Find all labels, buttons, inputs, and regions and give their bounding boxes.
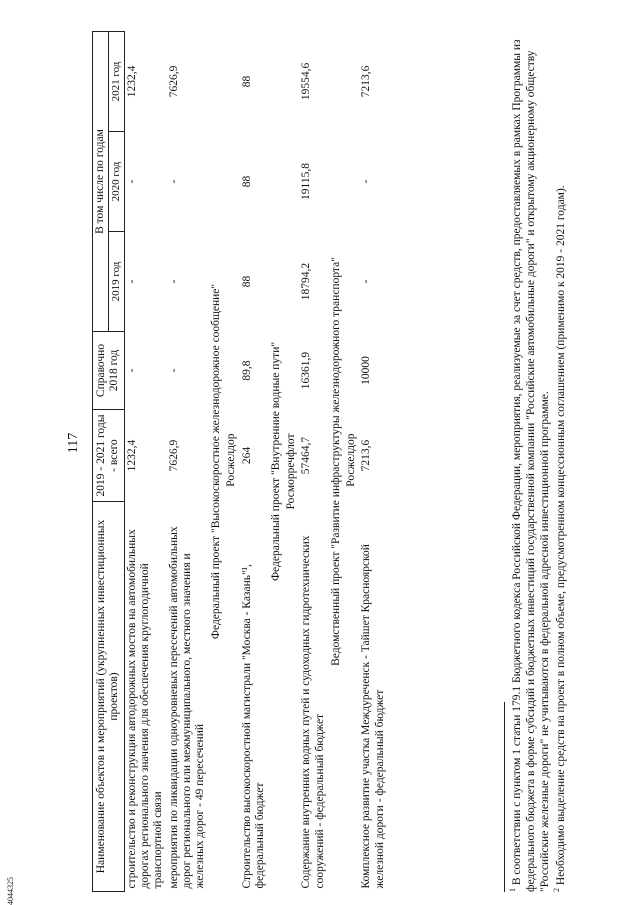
row-2021: 88 — [240, 75, 253, 88]
project-heading-row — [208, 31, 224, 891]
row-2020: 19115,8 — [300, 163, 313, 200]
rotated-page-content — [92, 32, 612, 892]
table-row — [359, 31, 387, 891]
row-2019: - — [167, 279, 180, 284]
row-2019: 88 — [240, 275, 253, 288]
header-total: 2019 - 2021 годы - всего — [93, 410, 125, 502]
row-total: 1232,4 — [125, 439, 138, 472]
footnote-2: $^2$ Необходимо выделение средств на проект в полном объеме, предусмотренном концессионным соглашением (применимо к 2019 - 2021 годам). — [551, 185, 567, 892]
row-name: Комплексное развитие участка Междуреченск - Тайшет Красноярской железной дороги - федеральный бюджет — [360, 544, 386, 889]
executor-row — [284, 31, 299, 891]
header-name: Наименование объектов и мероприятий (укрупненных инвестиционных проектов) — [93, 502, 125, 892]
table-row — [240, 31, 268, 891]
row-ref: 10000 — [360, 356, 373, 385]
table-row — [124, 31, 166, 891]
footnotes — [504, 32, 568, 892]
row-ref: - — [125, 368, 138, 373]
row-2019: 18794,2 — [300, 262, 313, 301]
row-total: 264 — [240, 446, 253, 465]
table-row — [299, 31, 327, 891]
header-2019: 2019 год — [109, 232, 125, 332]
project-heading: Ведомственный проект "Развитие инфраструктуры железнодорожного транспорта" — [329, 257, 342, 666]
footnote-1-text: В соответствии с пунктом 1 статьи 179.1 Бюджетного кодекса Российской Федерации, мероприятия, реализуемые за счет средств, предоставляемых в рамках Программы из федерального бюджета в форме субсидий и бюджетных инвестиций государственной компании "Российские автомобильные дороги" и открытому акционерному обществу "Российские железные дороги" не учитываются в федеральной адресной инвестиционной программе. — [510, 39, 551, 892]
row-total: 7213,6 — [360, 439, 373, 472]
project-heading: Федеральный проект "Внутренние водные пути" — [270, 341, 283, 582]
project-heading-row — [328, 31, 344, 891]
executor-label: Росморречфлот — [285, 433, 298, 510]
row-2019: - — [125, 279, 138, 284]
row-name: мероприятия по ликвидации одноуровневых пересечений автомобильных дорог регионального или межмуниципального, местного значения и железных дорог - 49 пересечений — [167, 526, 206, 889]
header-years-group: В том числе по годам — [93, 31, 109, 331]
footnote-1: $^1$ В соответствии с пунктом 1 статьи 179.1 Бюджетного кодекса Российской Федерации, мероприятия, реализуемые за счет средств, предоставляемых в рамках Программы из федерального бюджета в форме субсидий и бюджетных инвестиций государственной компании "Российские автомобильные дороги" и открытому акционерному обществу "Российские железные дороги" не учитываются в федеральной адресной инвестиционной программе. — [508, 39, 551, 892]
executor-label: Росжелдор — [225, 433, 238, 487]
document-code: 4044325 — [6, 877, 15, 905]
executor-row — [224, 31, 239, 891]
row-total: 57464,7 — [300, 436, 313, 475]
row-2020: 88 — [240, 175, 253, 188]
header-2020: 2020 год — [109, 132, 125, 232]
row-2019: - — [360, 279, 373, 284]
header-ref-2018: Справочно 2018 год — [93, 332, 125, 410]
project-heading-row — [268, 31, 284, 891]
row-name: Строительство высокоскоростной магистрали "Москва - Казань"¹, федеральный бюджет — [240, 564, 266, 889]
header-2021: 2021 год — [109, 31, 125, 131]
page-number: 117 — [66, 432, 81, 454]
investment-table — [92, 31, 388, 892]
row-total: 7626,9 — [167, 439, 180, 472]
row-ref: - — [167, 368, 180, 373]
project-heading: Федеральный проект "Высокоскоростное железнодорожное сообщение" — [210, 283, 223, 640]
row-name: строительство и реконструкция автодорожных мостов на автомобильных дорогах регионального значения для обеспечения круглогодичной транспортной связи — [125, 529, 165, 889]
row-2021: 19554,6 — [300, 62, 313, 101]
footnote-divider — [504, 702, 505, 892]
row-2021: 1232,4 — [125, 65, 138, 98]
row-name: Содержание внутренних водных путей и судоходных гидротехнических сооружений - федеральный бюджет — [300, 535, 326, 889]
row-2020: - — [167, 179, 180, 184]
row-ref: 16361,9 — [300, 351, 313, 390]
footnote-2-text: Необходимо выделение средств на проект в полном объеме, предусмотренном концессионным соглашением (применимо к 2019 - 2021 годам). — [554, 185, 567, 886]
row-2020: - — [125, 179, 138, 184]
table-row — [167, 31, 209, 891]
row-2020: - — [360, 179, 373, 184]
executor-label: Росжелдор — [345, 433, 358, 487]
executor-row — [344, 31, 359, 891]
row-2021: 7213,6 — [360, 65, 373, 98]
row-2021: 7626,9 — [167, 65, 180, 98]
row-ref: 89,8 — [240, 360, 253, 381]
